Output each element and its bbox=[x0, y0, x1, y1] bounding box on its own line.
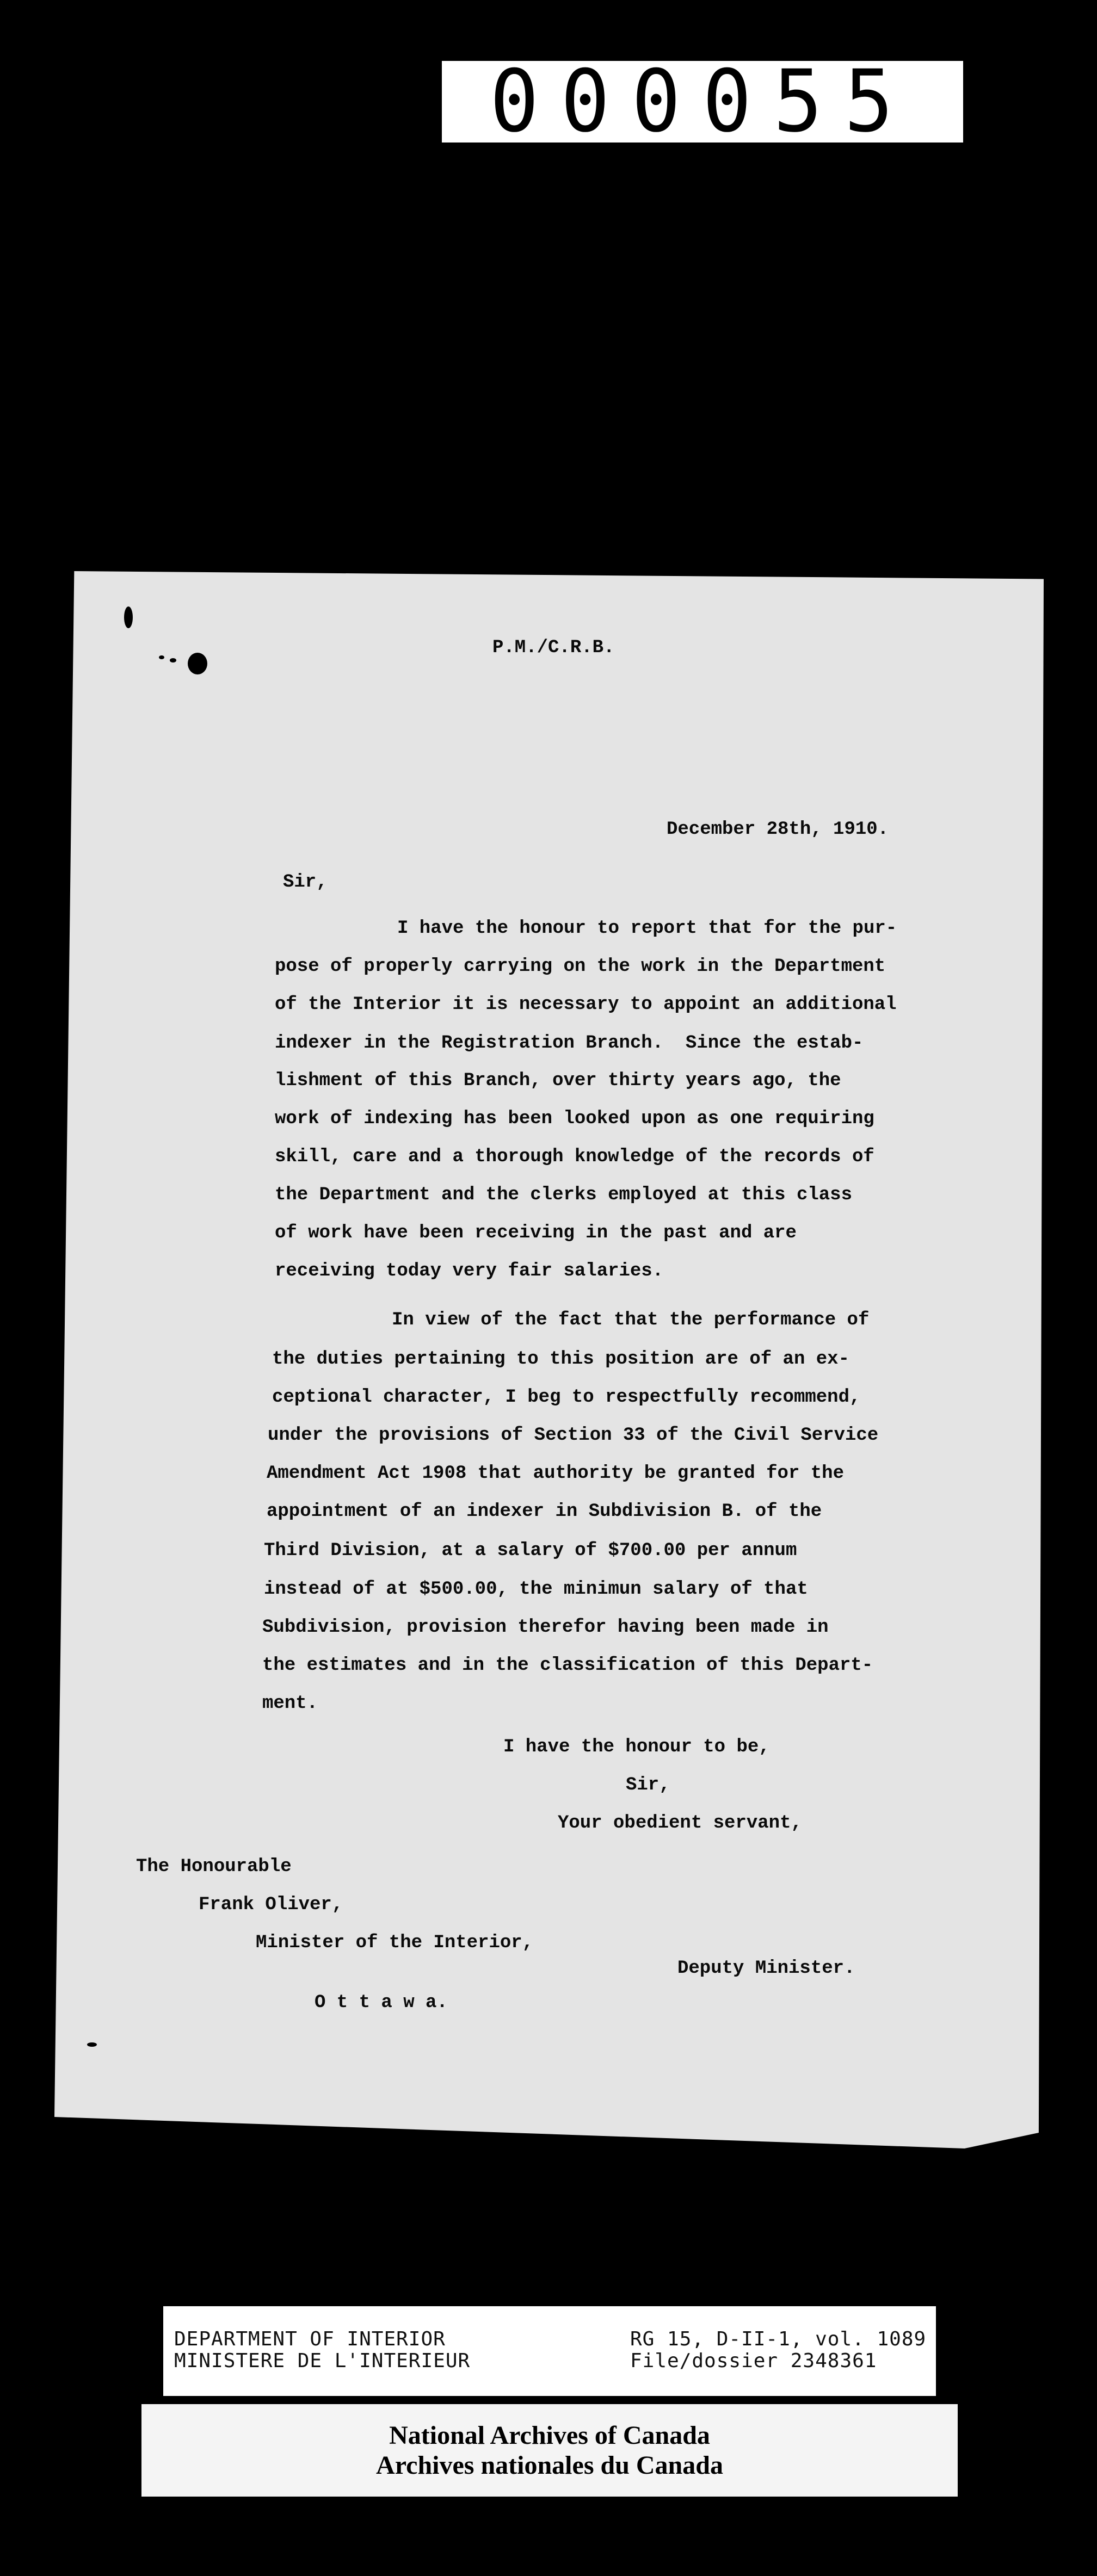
body-line: I have the honour to report that for the pur- bbox=[397, 918, 897, 939]
body-line: receiving today very fair salaries. bbox=[275, 1261, 664, 1281]
record-group-reference: RG 15, D-II-1, vol. 1089 bbox=[630, 2328, 927, 2350]
body-line: skill, care and a thorough knowledge of the records of bbox=[275, 1147, 874, 1167]
archives-name-french: Archives nationales du Canada bbox=[376, 2451, 723, 2480]
body-line: lishment of this Branch, over thirty years ago, the bbox=[275, 1070, 841, 1091]
closing-line: Your obedient servant, bbox=[558, 1813, 802, 1834]
ink-blot bbox=[188, 653, 207, 674]
archives-footer bbox=[141, 2404, 958, 2497]
addressee-line: Minister of the Interior, bbox=[256, 1933, 534, 1953]
body-line: instead of at $500.00, the minimun salary of that bbox=[264, 1579, 808, 1600]
ink-blot bbox=[170, 658, 176, 662]
body-line: the estimates and in the classification of this Depart- bbox=[262, 1655, 873, 1676]
body-line: Subdivision, provision therefor having been made in bbox=[262, 1617, 829, 1638]
frame-number-label bbox=[442, 52, 963, 152]
body-line: under the provisions of Section 33 of the Civil Service bbox=[268, 1425, 879, 1446]
body-line: the Department and the clerks employed at this class bbox=[275, 1185, 852, 1205]
closing-line: Sir, bbox=[626, 1775, 670, 1795]
ink-blot bbox=[159, 655, 164, 659]
body-line: of the Interior it is necessary to appoint an additional bbox=[275, 994, 897, 1015]
body-line: of work have been receiving in the past and are bbox=[275, 1223, 797, 1243]
ink-blot bbox=[87, 2042, 97, 2047]
body-line: the duties pertaining to this position are of an ex- bbox=[272, 1349, 849, 1370]
salutation: Sir, bbox=[283, 872, 328, 893]
addressee-line: The Honourable bbox=[136, 1856, 292, 1877]
body-line: ceptional character, I beg to respectfully recommend, bbox=[272, 1387, 861, 1408]
body-line: pose of properly carrying on the work in the Department bbox=[275, 956, 886, 977]
ink-blot bbox=[124, 606, 133, 628]
addressee-line: Frank Oliver, bbox=[199, 1894, 343, 1915]
archive-reference-label bbox=[163, 2306, 936, 2396]
signatory: Deputy Minister. bbox=[677, 1958, 855, 1979]
body-line: indexer in the Registration Branch. Since the estab- bbox=[275, 1033, 864, 1054]
body-line: Third Division, at a salary of $700.00 per annum bbox=[264, 1540, 797, 1561]
reference-line: P.M./C.R.B. bbox=[492, 637, 615, 658]
body-line: ment. bbox=[262, 1693, 318, 1714]
frame-number-text: 000055 bbox=[490, 52, 915, 152]
body-line: appointment of an indexer in Subdivision B. of the bbox=[267, 1501, 822, 1522]
department-english: DEPARTMENT OF INTERIOR bbox=[174, 2328, 446, 2350]
body-line: work of indexing has been looked upon as one requiring bbox=[275, 1109, 874, 1129]
body-line: In view of the fact that the performance of bbox=[392, 1310, 870, 1330]
archives-name-english: National Archives of Canada bbox=[389, 2420, 710, 2450]
body-line: Amendment Act 1908 that authority be granted for the bbox=[267, 1463, 844, 1484]
letter-date: December 28th, 1910. bbox=[667, 819, 889, 840]
addressee-line: O t t a w a. bbox=[315, 1992, 448, 2013]
department-french: MINISTERE DE L'INTERIEUR bbox=[174, 2350, 471, 2372]
closing-line: I have the honour to be, bbox=[503, 1737, 770, 1757]
file-number: File/dossier 2348361 bbox=[630, 2350, 877, 2372]
